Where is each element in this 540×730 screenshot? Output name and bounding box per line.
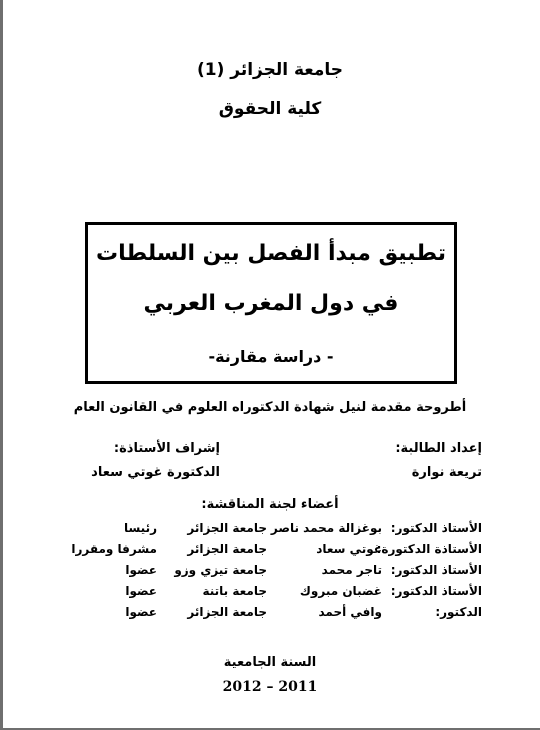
supervisor-name: الدكتورة غوتي سعاد — [91, 465, 220, 480]
member-name: غضبان مبروك — [299, 584, 382, 598]
member-university: جامعة الجزائر — [187, 542, 267, 556]
member-role: عضوا — [125, 605, 157, 619]
member-title: الدكتور: — [435, 605, 482, 619]
member-name: وافي أحمد — [318, 605, 382, 619]
member-university: جامعة تيزي وزو — [174, 563, 267, 577]
member-title: الأستاذ الدكتور: — [390, 584, 482, 598]
member-university: جامعة الجزائر — [187, 605, 267, 619]
title-line-2: في دول المغرب العربي — [143, 291, 399, 316]
supervision-label: إشراف الأستاذة: — [113, 441, 220, 456]
committee-row — [22, 605, 482, 625]
member-title: الأستاذة الدكتورة: — [376, 542, 482, 556]
member-title: الأستاذ الدكتور: — [390, 563, 482, 577]
title-line-1: تطبيق مبدأ الفصل بين السلطات — [96, 241, 446, 266]
title-box — [85, 222, 457, 384]
faculty-name: كلية الحقوق — [218, 99, 322, 119]
member-role: عضوا — [125, 584, 157, 598]
academic-year: 2012 – 2011 — [222, 679, 318, 695]
member-name: بوغزالة محمد ناصر — [270, 521, 382, 535]
member-name: تاجر محمد — [321, 563, 382, 577]
academic-year-label: السنة الجامعية — [223, 655, 317, 670]
committee-row — [22, 563, 482, 583]
prepared-by-label: إعداد الطالبة: — [395, 441, 482, 456]
thesis-note: أطروحة مقدمة لنيل شهادة الدكتوراه العلوم في القانون العام — [73, 400, 467, 415]
student-name: تريعة نوارة — [411, 465, 482, 480]
committee-title: أعضاء لجنة المناقشة: — [201, 497, 339, 512]
title-subtitle: - دراسة مقارنة- — [208, 347, 334, 366]
university-name: جامعة الجزائر (1) — [196, 60, 344, 80]
member-role: مشرفا ومقررا — [71, 542, 157, 556]
committee-row — [22, 584, 482, 604]
member-name: غوتي سعاد — [316, 542, 382, 556]
member-role: رئيسا — [123, 521, 157, 535]
member-university: جامعة باتنة — [202, 584, 267, 598]
member-title: الأستاذ الدكتور: — [390, 521, 482, 535]
committee-row — [22, 521, 482, 541]
committee-row — [22, 542, 482, 562]
member-university: جامعة الجزائر — [187, 521, 267, 535]
member-role: عضوا — [125, 563, 157, 577]
